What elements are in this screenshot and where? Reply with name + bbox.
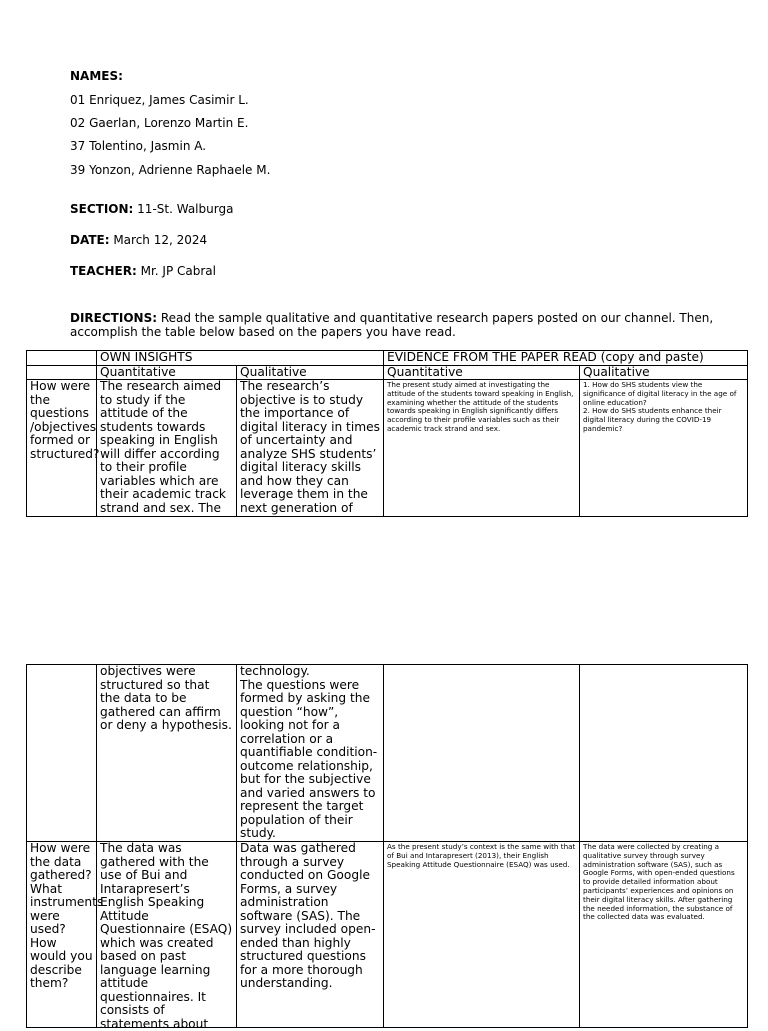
evidence-quant-header: Quantitative [384, 365, 580, 380]
section-value: 11-St. Walburga [137, 202, 234, 216]
own-insights-header: OWN INSIGHTS [97, 351, 384, 366]
teacher-label: TEACHER: [70, 264, 137, 278]
names-label: NAMES: [70, 69, 123, 83]
q1-own-qual-cell: The research’s objective is to study the importance of digital literacy in times of uncertainty and analyze SHS students’ digital literacy skills and how they can leverage them in the next generation of [237, 380, 384, 517]
q1-cont-own-quant-cell: objectives were structured so that the data to be gathered can affirm or deny a hypothesis. [97, 665, 237, 842]
section-line [70, 202, 233, 216]
evidence-qual-header: Qualitative [580, 365, 748, 380]
insights-table [26, 350, 748, 517]
q1-cont-evidence-qual-cell [580, 665, 748, 842]
date-line [70, 233, 207, 247]
q1-evidence-qual-item-1: 1. How do SHS students view the significance of digital literacy in the age of online education? [583, 380, 737, 407]
q1-evidence-qual-cell [580, 380, 748, 517]
q2-evidence-qual-cell: The data were collected by creating a qualitative survey through survey administration software (SAS), such as Google Forms, with open-ended questions to provide detailed information about participants’ experiences and opinions on their digital literacy skills. After gathering the needed information, the substance of the collected data was evaluated. [580, 842, 748, 1028]
q2-evidence-quant-cell: As the present study’s context is the same with that of Bui and Intarapresert (2013), their English Speaking Attitude Questionnaire (ESAQ) was used. [384, 842, 580, 1028]
q1-evidence-qual-item-2: 2. How do SHS students enhance their digital literacy during the COVID-19 pandemic? [583, 406, 722, 433]
directions [70, 311, 720, 339]
teacher-line [70, 264, 216, 278]
q1-cont-evidence-quant-cell [384, 665, 580, 842]
blank-header-cell [27, 365, 97, 380]
own-qual-header: Qualitative [237, 365, 384, 380]
q1-own-quant-cell: The research aimed to study if the attitude of the students towards speaking in English will differ according to their profile variables which are their academic track strand and sex. The [97, 380, 237, 517]
question-2-cell: How were the data gathered? What instruments were used? How would you describe them? [27, 842, 97, 1028]
q1-evidence-quant-cell: The present study aimed at investigating the attitude of the students toward speaking in English, examining whether the attitude of the students towards speaking in English significantly differs according to their profile variables such as their academic track strand and sex. [384, 380, 580, 517]
section-label: SECTION: [70, 202, 134, 216]
own-quant-header: Quantitative [97, 365, 237, 380]
question-1-cell: How were the questions /objectives formed or structured? [27, 380, 97, 517]
name-entry: 02 Gaerlan, Lorenzo Martin E. [70, 116, 249, 130]
directions-label: DIRECTIONS: [70, 311, 158, 325]
insights-table-continued [26, 664, 748, 1031]
question-1-cont-cell [27, 665, 97, 842]
date-value: March 12, 2024 [113, 233, 208, 247]
q1-cont-own-qual-text-2: The questions were formed by asking the question “how”, looking not for a correlation or a quantifiable condition-outcome relationship, but for the subjective and varied answers to represent the target population of their study. [240, 677, 378, 840]
date-label: DATE: [70, 233, 110, 247]
q2-own-quant-cell: The data was gathered with the use of Bui and Intarapresert’s English Speaking Attitude Questionnaire (ESAQ) which was created based on past language learning attitude questionnaires. It consists of statements about [97, 842, 237, 1028]
name-entry: 39 Yonzon, Adrienne Raphaele M. [70, 163, 271, 177]
name-entry: 01 Enriquez, James Casimir L. [70, 93, 249, 107]
teacher-value: Mr. JP Cabral [140, 264, 216, 278]
name-entry: 37 Tolentino, Jasmin A. [70, 139, 207, 153]
blank-header-cell [27, 351, 97, 366]
q1-cont-own-qual-cell [237, 665, 384, 842]
directions-text: Read the sample qualitative and quantitative research papers posted on our channel. Then, accomplish the table below based on the papers you have read. [70, 311, 714, 339]
q1-cont-own-qual-text-1: technology. [240, 664, 310, 678]
q2-own-qual-cell: Data was gathered through a survey conducted on Google Forms, a survey administration software (SAS). The survey included open-ended than highly structured questions for a more thorough understanding. [237, 842, 384, 1028]
evidence-header: EVIDENCE FROM THE PAPER READ (copy and paste) [384, 351, 748, 366]
